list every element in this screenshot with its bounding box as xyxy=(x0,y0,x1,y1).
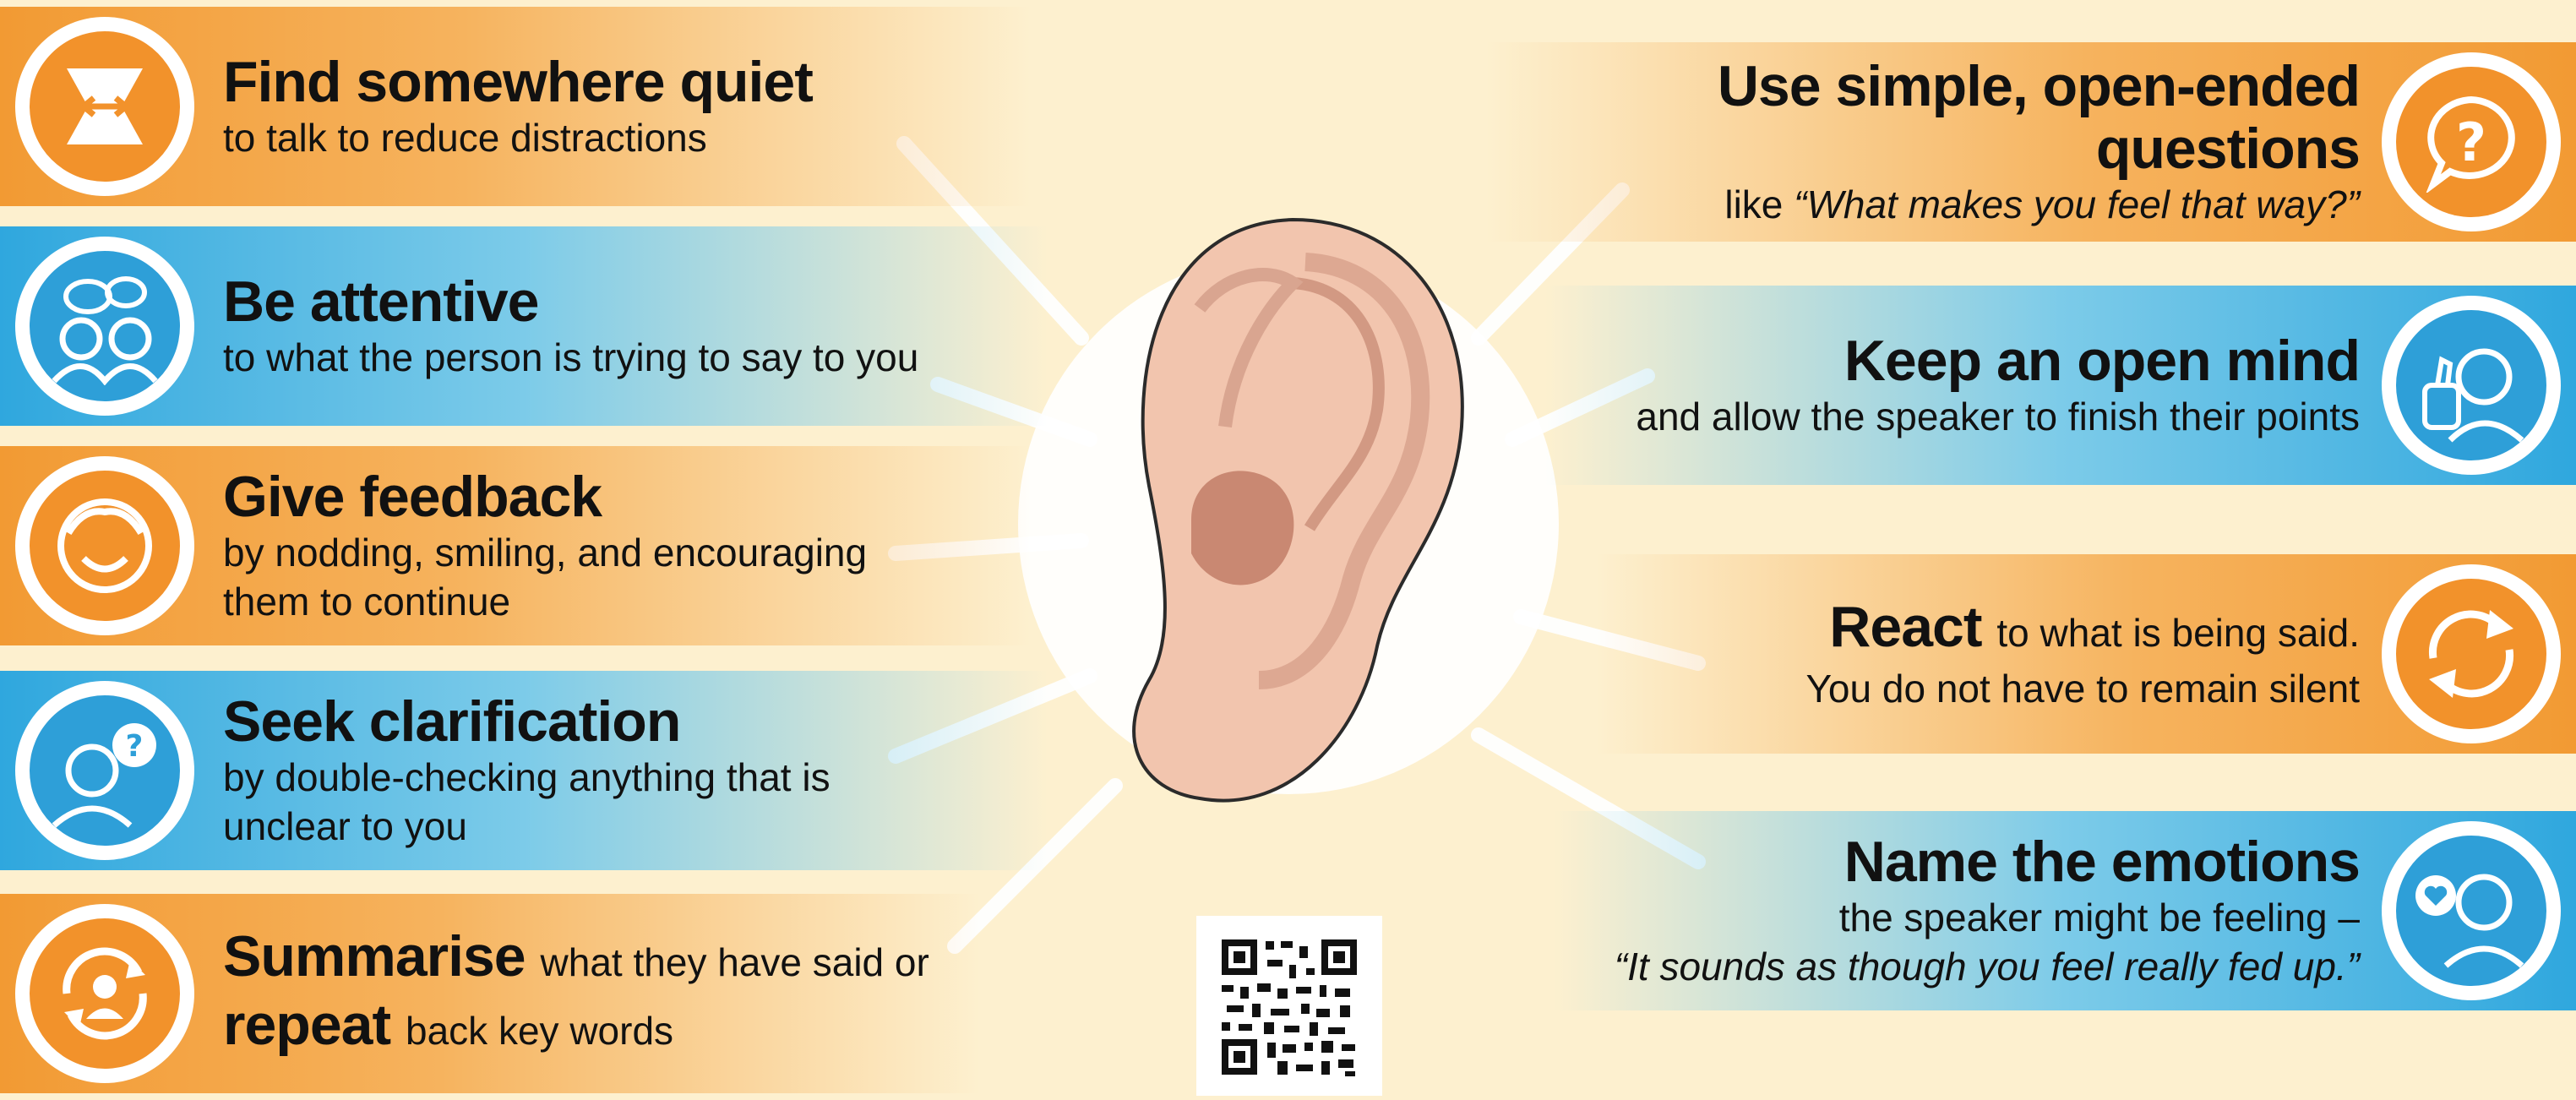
svg-text:?: ? xyxy=(125,729,144,764)
two-people-talking-icon xyxy=(15,237,194,416)
tip-text-line2: unclear to you xyxy=(223,804,467,848)
tip-text-inline: to what is being said. xyxy=(1996,610,2360,655)
tip-heading: Find somewhere quiet xyxy=(223,50,813,114)
quiet-room-icon xyxy=(15,17,194,196)
tip-seek-clarification xyxy=(0,671,1048,870)
tip-find-quiet xyxy=(0,7,1031,206)
ear-illustration xyxy=(1098,207,1487,832)
tip-text-prefix: like xyxy=(1724,182,1784,226)
tip-heading-part1: Summarise xyxy=(223,924,526,988)
thumbs-up-person-icon xyxy=(2382,296,2561,475)
tip-text: and allow the speaker to finish their points xyxy=(1636,395,2360,438)
tip-text-line1: the speaker might be feeling – xyxy=(1838,896,2360,939)
tip-name-emotions xyxy=(1554,811,2576,1010)
tip-text-line1: by double-checking anything that is xyxy=(223,755,831,799)
smiling-face-icon xyxy=(15,456,194,635)
tip-text: to what the person is trying to say to you xyxy=(223,335,919,379)
react-arrows-icon xyxy=(2382,564,2561,743)
tip-text-line2: them to continue xyxy=(223,580,511,624)
question-mark-icon xyxy=(2382,52,2561,231)
tip-text-part2: back key words xyxy=(406,1009,674,1053)
tip-heading: React xyxy=(1829,594,1982,659)
person-question-icon xyxy=(15,681,194,860)
tip-open-questions xyxy=(1486,42,2576,242)
tip-heading-part2: repeat xyxy=(223,993,391,1057)
tip-summarise xyxy=(0,894,980,1093)
tip-heading: Seek clarification xyxy=(223,689,681,754)
tip-give-feedback xyxy=(0,446,1031,645)
tip-heading: Use simple, open-ended questions xyxy=(1717,54,2360,181)
tip-text-part1: what they have said or xyxy=(540,940,929,984)
person-cycle-icon xyxy=(15,904,194,1083)
qr-code[interactable] xyxy=(1196,916,1382,1096)
tip-be-attentive xyxy=(0,226,1048,426)
tip-quote: “What makes you feel that way?” xyxy=(1794,182,2360,226)
tip-heading: Keep an open mind xyxy=(1844,329,2360,393)
heart-person-icon xyxy=(2382,821,2561,1000)
svg-text:?: ? xyxy=(2456,112,2486,173)
tip-text-line2: You do not have to remain silent xyxy=(1805,666,2360,711)
tip-open-mind xyxy=(1545,286,2576,485)
tip-heading: Name the emotions xyxy=(1844,830,2360,894)
tip-heading: Be attentive xyxy=(223,270,539,334)
tip-react xyxy=(1596,554,2576,754)
tip-text: to talk to reduce distractions xyxy=(223,116,707,160)
tip-heading: Give feedback xyxy=(223,465,602,529)
tip-text-line1: by nodding, smiling, and encouraging xyxy=(223,531,868,575)
tip-quote: “It sounds as though you feel really fed up.” xyxy=(1614,945,2360,988)
